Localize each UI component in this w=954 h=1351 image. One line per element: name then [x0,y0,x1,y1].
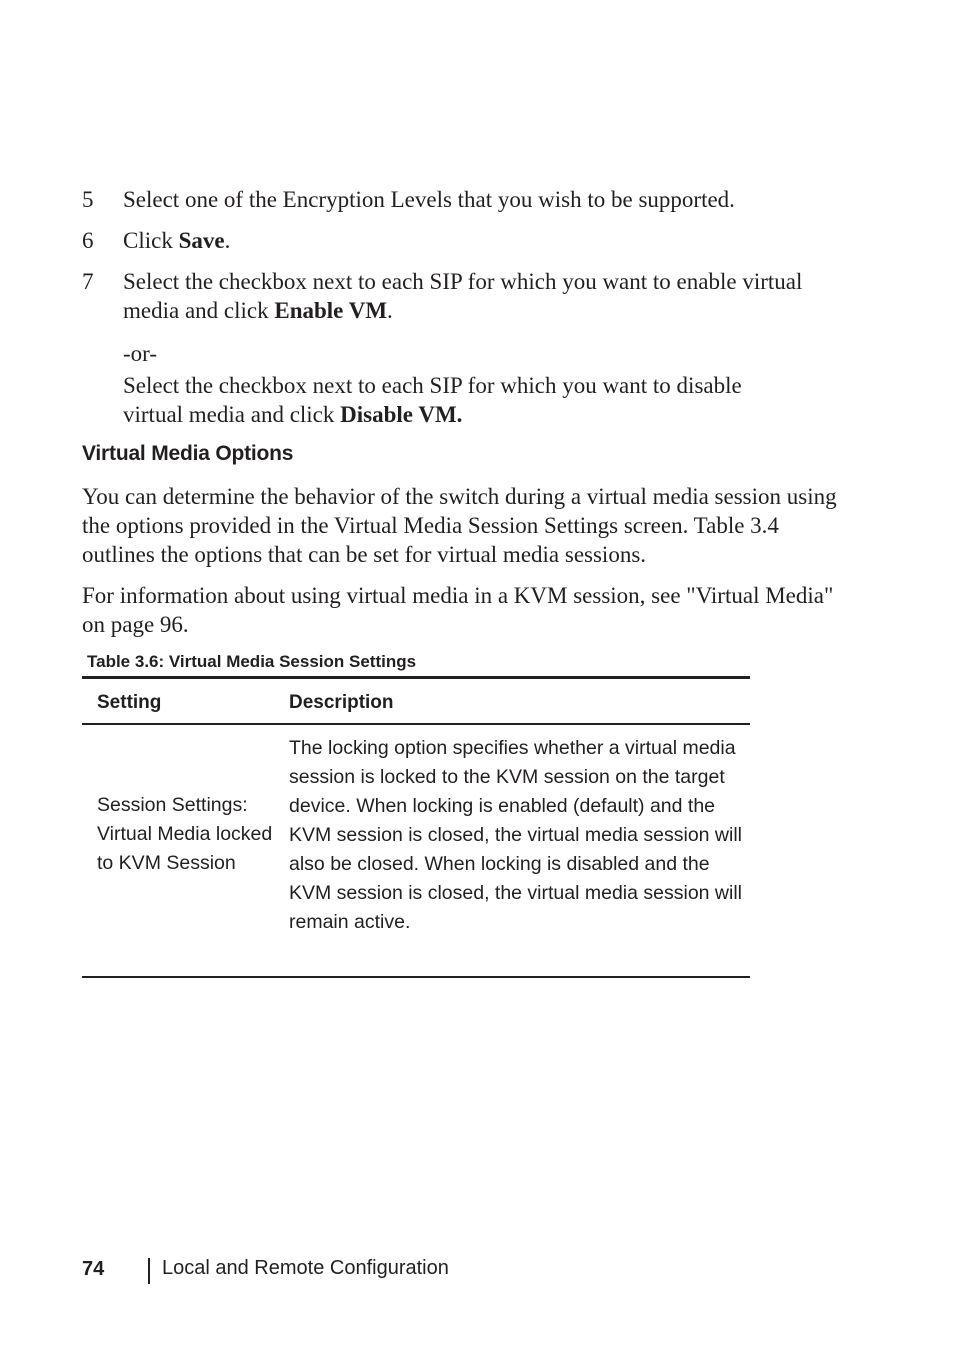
alt-step-text [123,371,803,429]
paragraph: For information about using virtual media in a KVM session, see "Virtual Media" on page 96. [82,583,834,637]
page-number: 74 [82,1258,105,1280]
step-6 [82,226,842,255]
setting-cell: Session Settings: Virtual Media locked to KVM Session [97,793,273,874]
step-text: Select one of the Encryption Levels that you wish to be supported. [123,187,735,212]
step-text [123,267,833,325]
alt-step-lead: Select the checkbox next to each SIP for which you want to disable virtual media and click [123,373,742,427]
or-separator: -or- [123,341,158,366]
paragraph: You can determine the behavior of the switch during a virtual media session using the options provided in the Virtual Media Session Settings screen. Table 3.4 outlines the options that can be set for virtual media sessions. [82,484,837,567]
step-text-tail: . [224,228,231,253]
step-number: 7 [82,269,94,294]
disable-vm-label: Disable VM. [340,402,463,427]
table-header-row [82,679,750,723]
section-heading: Virtual Media Options [82,442,294,465]
step-number: 5 [82,187,94,212]
settings-table [82,676,750,978]
step-number: 6 [82,228,94,253]
step-text-lead: Select the checkbox next to each SIP for which you want to enable virtual media and click [123,269,803,323]
column-header-description: Description [289,692,394,713]
save-label: Save [178,228,225,253]
enable-vm-label: Enable VM [274,298,388,323]
step-7 [82,267,842,325]
description-cell: The locking option specifies whether a virtual media session is locked to the KVM session on the target device. When locking is enabled (default) and the KVM session is closed, the virtual media session will also be closed. When locking is disabled and the KVM session is closed, the virtual media session will remain active. [289,736,743,933]
table-caption: Table 3.6: Virtual Media Session Settings [87,652,417,671]
table-bottom-rule [82,976,750,978]
step-text-tail: . [387,298,393,323]
footer-divider [148,1258,150,1284]
column-header-setting: Setting [97,692,162,713]
footer-section-title: Local and Remote Configuration [162,1257,449,1279]
step-5 [82,185,842,214]
step-text [123,226,842,255]
step-text-lead: Click [123,228,179,253]
table-row [82,725,750,976]
